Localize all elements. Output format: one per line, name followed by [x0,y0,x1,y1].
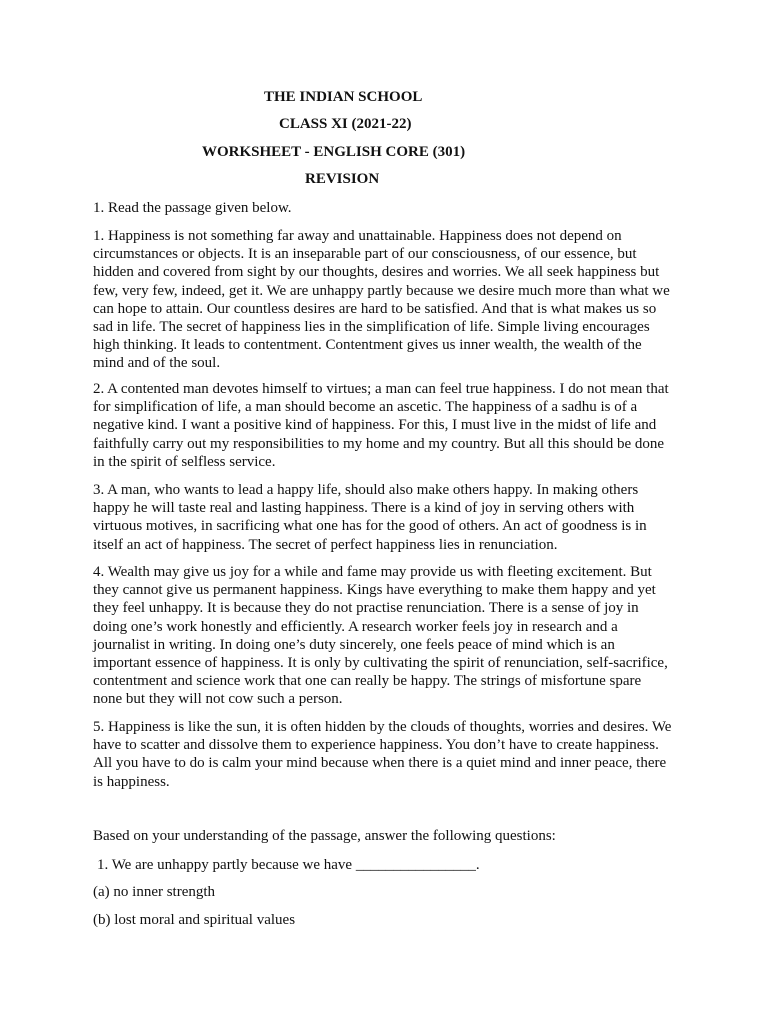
questions-intro: Based on your understanding of the passage, answer the following questions: [93,828,556,844]
question-1-option-b: (b) lost moral and spiritual values [93,912,296,928]
section-title: REVISION [305,171,380,187]
passage-paragraph-3: 3. A man, who wants to lead a happy life, should also make others happy. In making others happy he will taste real and lasting happiness. There is a kind of joy in serving others with virtuous motives, in sacrificing what one has for the good of others. An act of goodness is in itself an act of happiness. The secret of perfect happiness lies in renunciation. [93,482,647,553]
passage-paragraph-2: 2. A contented man devotes himself to virtues; a man can feel true happiness. I do not mean that for simplification of life, a man should become an ascetic. The happiness of a sadhu is of a negative kind. I want a positive kind of happiness. For this, I must live in the midst of life and faithfully carry out my responsibilities to my home and my country. But all this should be done in the spirit of selfless service. [93,381,669,470]
question-1: 1. We are unhappy partly because we have ________________. [97,857,480,873]
passage-paragraph-4: 4. Wealth may give us joy for a while and fame may provide us with fleeting excitement. But they cannot give us permanent happiness. Kings have everything to make them happy and yet they feel unhappy. It is because they do not practise renunciation. There is a sense of joy in doing one’s work honestly and efficiently. A research worker feels joy in research and a journalist in writing. In doing one’s duty sincerely, one feels peace of mind which is an important essence of happiness. It is only by cultivating the spirit of renunciation, self-sacrifice, contentment and science work that one can really be happy. The strings of misfortune spare none but they will not cow such a person. [93,564,668,708]
passage-paragraph-5: 5. Happiness is like the sun, it is often hidden by the clouds of thoughts, worries and desires. We have to scatter and dissolve them to experience happiness. You don’t have to create happiness. All you have to do is calm your mind because when there is a quiet mind and inner peace, there is happiness. [93,719,672,790]
passage-paragraph-1: 1. Happiness is not something far away and unattainable. Happiness does not depend on circumstances or objects. It is an inseparable part of our consciousness, of our essence, but hidden and covered from sight by our thoughts, desires and worries. We all seek happiness but few, very few, indeed, get it. We are unhappy partly because we desire much more than what we can hope to attain. Our countless desires are hard to be satisfied. And that is what makes us so sad in life. The secret of happiness lies in the simplification of life. Simple living encourages high thinking. It leads to contentment. Contentment gives us inner wealth, the wealth of the mind and of the soul. [93,228,670,372]
school-name: THE INDIAN SCHOOL [264,89,423,105]
question-1-option-a: (a) no inner strength [93,884,216,900]
worksheet-title: WORKSHEET - ENGLISH CORE (301) [202,144,466,160]
class-title: CLASS XI (2021-22) [279,116,412,132]
reading-instruction: 1. Read the passage given below. [93,200,292,216]
